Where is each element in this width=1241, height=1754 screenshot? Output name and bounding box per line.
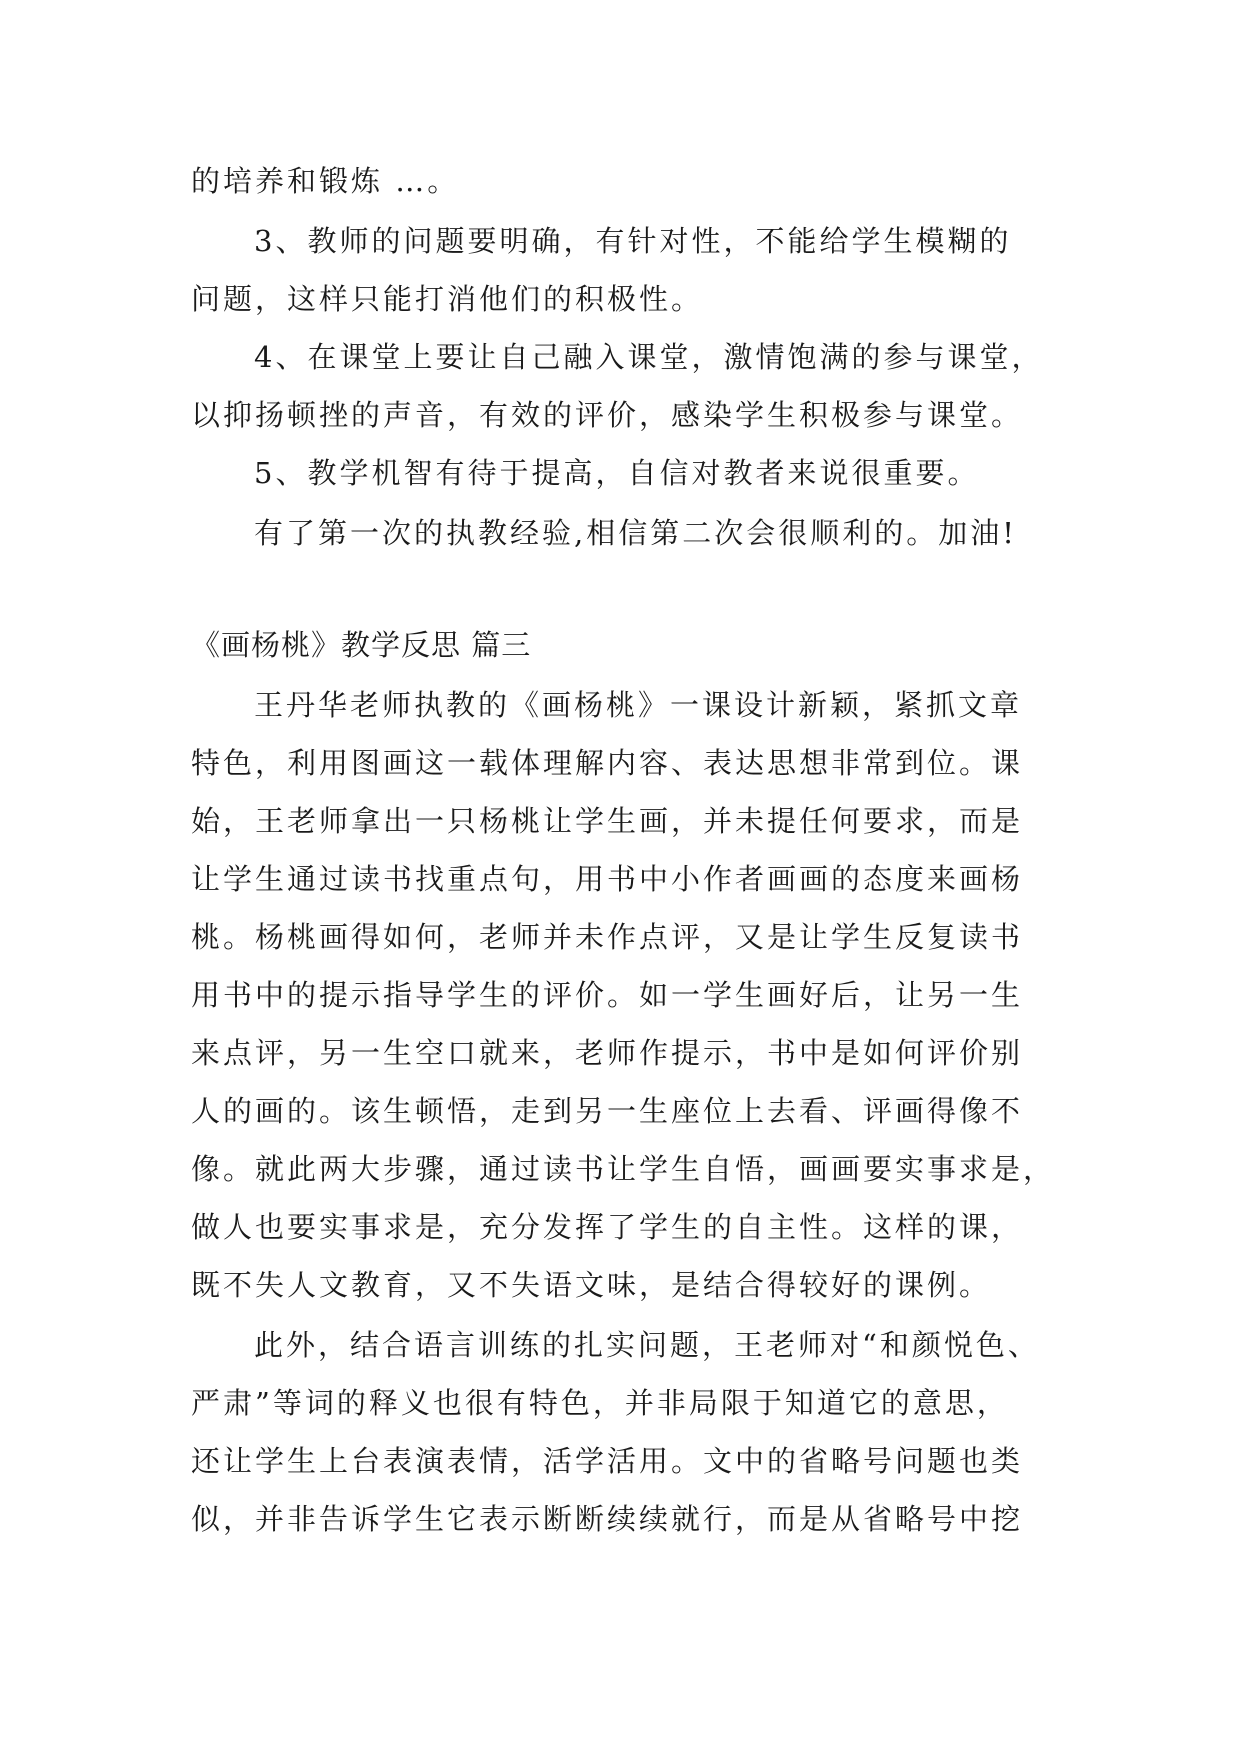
paragraph-line: 还让学生上台表演表情，活学活用。文中的省略号问题也类 (191, 1444, 1024, 1478)
paragraph-line: 问题，这样只能打消他们的积极性。 (191, 282, 704, 316)
paragraph-line: 做人也要实事求是，充分发挥了学生的自主性。这样的课， (191, 1210, 1024, 1244)
paragraph-line: 的培养和锻炼 …。 (191, 164, 460, 198)
paragraph-line: 像。就此两大步骤，通过读书让学生自悟，画画要实事求是， (191, 1152, 1056, 1186)
paragraph-line: 3、教师的问题要明确，有针对性，不能给学生模糊的 (254, 224, 1012, 258)
paragraph-line: 王丹华老师执教的《画杨桃》一课设计新颖，紧抓文章 (254, 688, 1023, 722)
paragraph-line: 来点评，另一生空口就来，老师作提示，书中是如何评价别 (191, 1036, 1024, 1070)
paragraph-line: 4、在课堂上要让自己融入课堂，激情饱满的参与课堂， (254, 340, 1044, 374)
paragraph-line: 有了第一次的执教经验,相信第二次会很顺利的。加油! (254, 516, 1017, 550)
paragraph-line: 以抑扬顿挫的声音，有效的评价，感染学生积极参与课堂。 (191, 398, 1024, 432)
section-heading: 《画杨桃》教学反思 篇三 (191, 628, 532, 662)
paragraph-line: 桃。杨桃画得如何，老师并未作点评，又是让学生反复读书 (191, 920, 1024, 954)
paragraph-line: 此外，结合语言训练的扎实问题，王老师对“和颜悦色、 (254, 1328, 1040, 1362)
paragraph-line: 特色，利用图画这一载体理解内容、表达思想非常到位。课 (191, 746, 1024, 780)
paragraph-line: 让学生通过读书找重点句，用书中小作者画画的态度来画杨 (191, 862, 1024, 896)
paragraph-line: 人的画的。该生顿悟，走到另一生座位上去看、评画得像不 (191, 1094, 1024, 1128)
paragraph-line: 严肃”等词的释义也很有特色，并非局限于知道它的意思， (191, 1386, 1009, 1420)
paragraph-line: 用书中的提示指导学生的评价。如一学生画好后，让另一生 (191, 978, 1024, 1012)
paragraph-line: 5、教学机智有待于提高，自信对教者来说很重要。 (254, 456, 980, 490)
paragraph-line: 既不失人文教育，又不失语文味，是结合得较好的课例。 (191, 1268, 992, 1302)
paragraph-line: 似，并非告诉学生它表示断断续续就行，而是从省略号中挖 (191, 1502, 1024, 1536)
paragraph-line: 始，王老师拿出一只杨桃让学生画，并未提任何要求，而是 (191, 804, 1024, 838)
